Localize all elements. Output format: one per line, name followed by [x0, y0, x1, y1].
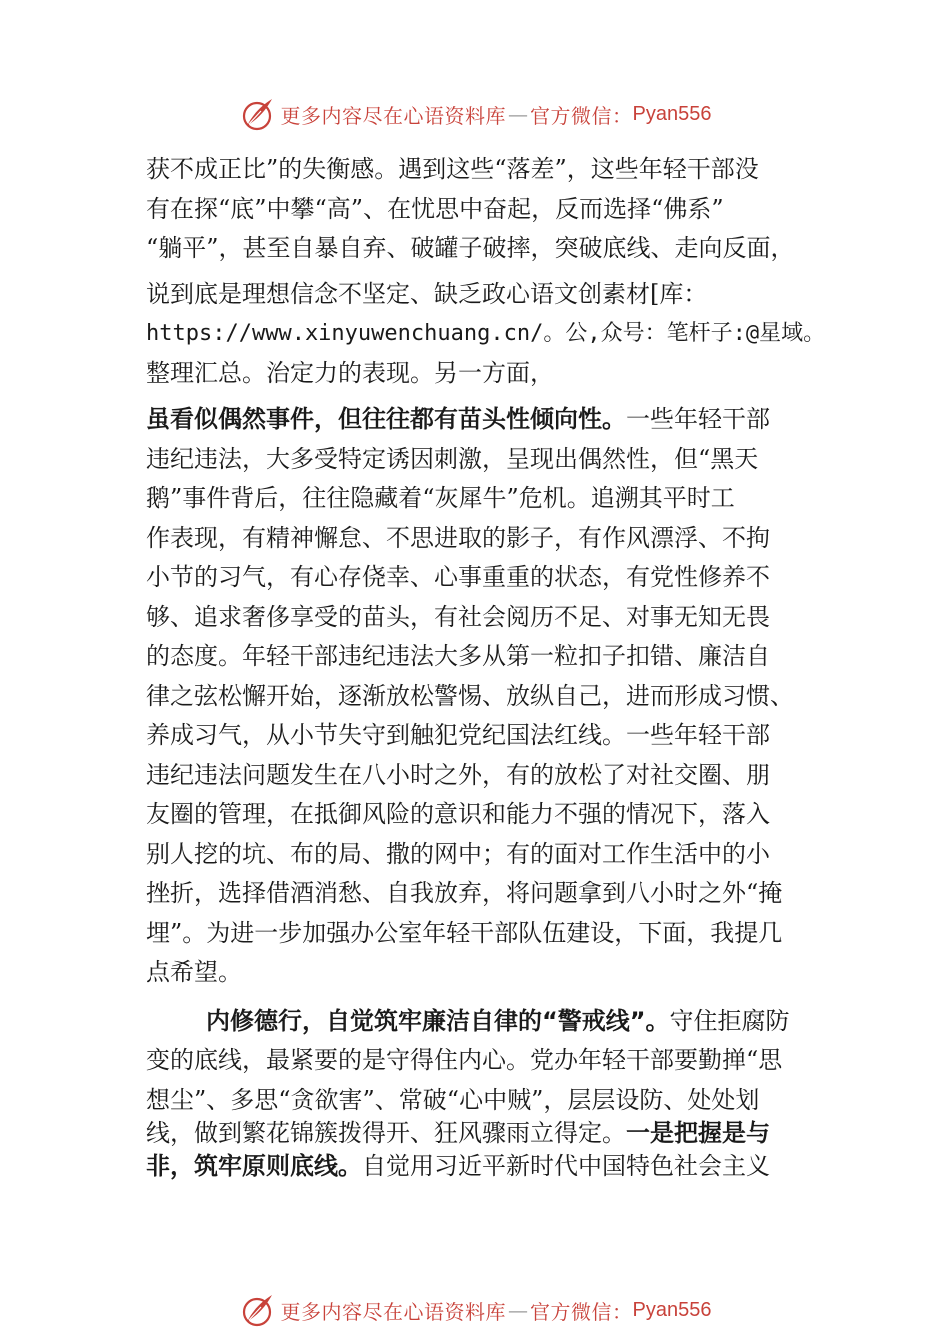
text-line [146, 1150, 826, 1183]
text-line: 的态度。年轻干部违纪违法大多从第一粒扣子扣错、廉洁自 [146, 642, 770, 670]
footer-banner [0, 1290, 950, 1330]
header-banner [0, 94, 950, 134]
quill-logo-icon [239, 1292, 275, 1328]
text-line: 有在探“底”中攀“高”、在忧思中奋起，反而选择“佛系” [146, 194, 724, 223]
banner-account: Pyan556 [632, 102, 712, 125]
section-heading-line [146, 1002, 826, 1042]
text-line: 律之弦松懈开始，逐渐放松警惕、放纵自己，进而形成习惯、 [146, 681, 794, 710]
banner-account: Pyan556 [632, 1298, 712, 1321]
quill-logo-icon [239, 96, 275, 132]
text-line: 获不成正比”的失衡感。遇到这些“落差”，这些年轻干部没 [146, 155, 759, 183]
text-line: 点希望。 [146, 958, 242, 986]
line-text: 线，做到繁花锦簇拨得开、狂风骤雨立得定。 [146, 1118, 626, 1147]
text-line [146, 1117, 826, 1150]
text-line-url: https://www.xinyuwenchuang.cn/。公,众号：笔杆子:@星域。 [146, 321, 826, 346]
text-line: 够、追求奢侈享受的苗头，有社会阅历不足、对事无知无畏 [146, 602, 770, 631]
banner-separator: — [508, 102, 529, 126]
text-line: 养成习气，从小节失守到触犯党纪国法红线。一些年轻干部 [146, 721, 770, 749]
text-line: 整理汇总。治定力的表现。另一方面， [146, 358, 554, 387]
heading-rest: 守住拒腐防 [669, 1006, 790, 1035]
banner-wechat-label: 官方微信： [530, 103, 633, 128]
bold-point: 一是把握是与 [626, 1118, 770, 1147]
text-line: 违纪违法问题发生在八小时之外，有的放松了对社交圈、朋 [146, 760, 770, 789]
banner-title: 更多内容尽在心语资料库 [280, 1299, 507, 1324]
text-line: 作表现，有精神懈怠、不思进取的影子，有作风漂浮、不拘 [146, 523, 770, 552]
text-line: “躺平”，甚至自暴自弃、破罐子破摔，突破底线、走向反面， [146, 234, 795, 262]
document-body [146, 150, 826, 1183]
text-line: 说到底是理想信念不坚定、缺乏政心语文创素材[库： [146, 279, 708, 308]
text-line: 违纪违法，大多受特定诱因刺激，呈现出偶然性，但“黑天 [146, 444, 759, 473]
text-line: 友圈的管理，在抵御风险的意识和能力不强的情况下，落入 [146, 800, 770, 828]
text-line: 挫折，选择借酒消愁、自我放弃，将问题拿到八小时之外“掩 [146, 879, 783, 907]
lead-rest: 一些年轻干部 [626, 405, 770, 433]
banner-separator: — [508, 1298, 529, 1322]
text-line: 想尘”、多思“贪欲害”、常破“心中贼”，层层设防、处处划 [146, 1085, 760, 1114]
section-heading: 内修德行，自觉筑牢廉洁自律的“警戒线”。 [206, 1006, 670, 1035]
text-line: 鹅”事件背后，往往隐藏着“灰犀牛”危机。追溯其平时工 [146, 484, 735, 512]
text-line: 别人挖的坑、布的局、撒的网中；有的面对工作生活中的小 [146, 839, 770, 868]
banner-title: 更多内容尽在心语资料库 [280, 103, 507, 128]
text-line: 小节的习气，有心存侥幸、心事重重的状态，有党性修养不 [146, 563, 770, 591]
line-text: 自觉用习近平新时代中国特色社会主义 [362, 1151, 770, 1180]
bold-lead: 虽看似偶然事件，但往往都有苗头性倾向性。 [146, 405, 626, 433]
text-line: 变的底线，最紧要的是守得住内心。党办年轻干部要勤掸“思 [146, 1046, 783, 1074]
banner-wechat-label: 官方微信： [530, 1299, 633, 1324]
text-line-lead [146, 400, 826, 440]
bold-point: 非，筑牢原则底线。 [146, 1151, 362, 1180]
text-line: 埋”。为进一步加强办公室年轻干部队伍建设，下面，我提几 [146, 918, 783, 947]
